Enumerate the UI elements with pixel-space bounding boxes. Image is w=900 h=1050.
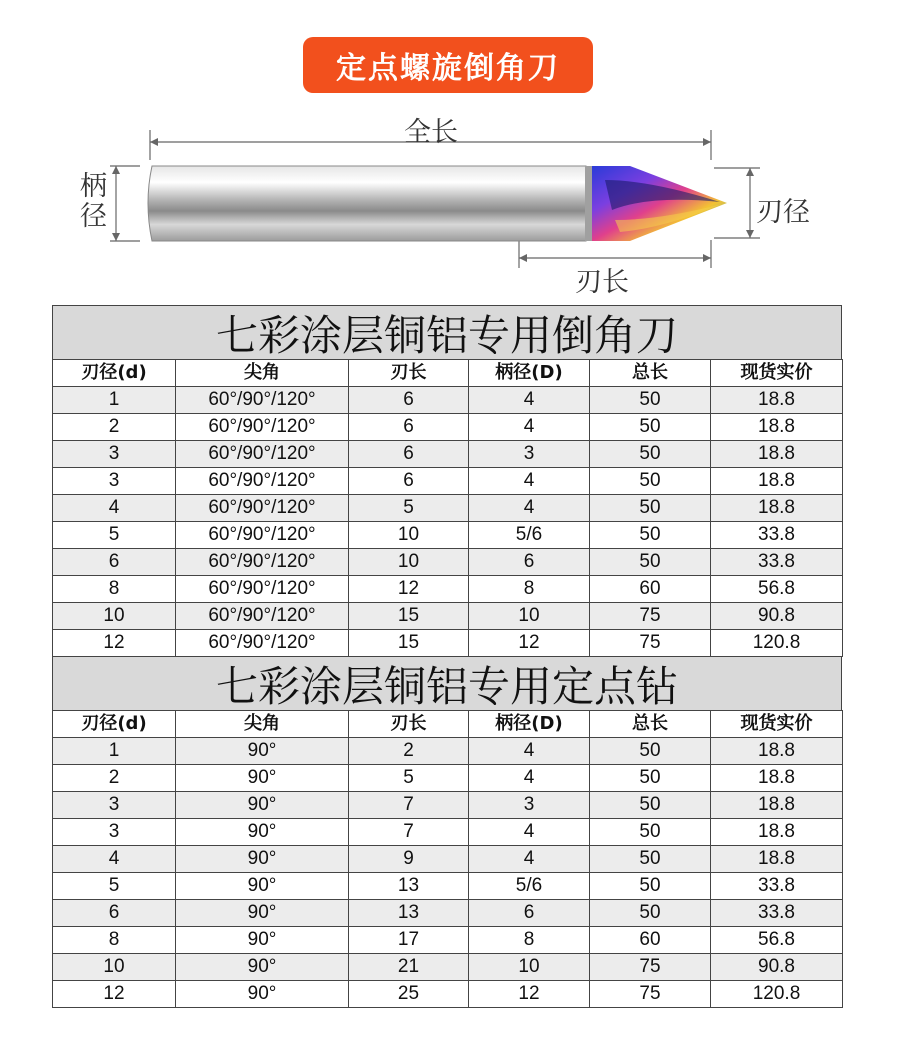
table-cell: 33.8: [711, 900, 843, 927]
table-cell: 9: [349, 846, 469, 873]
table-cell: 75: [590, 630, 711, 657]
table-cell: 12: [349, 576, 469, 603]
table-row: [53, 468, 843, 495]
table-cell: 15: [349, 603, 469, 630]
table-cell: 60°/90°/120°: [176, 468, 349, 495]
table-cell: 50: [590, 738, 711, 765]
table-cell: 3: [469, 441, 590, 468]
table-cell: 18.8: [711, 846, 843, 873]
table-row: [53, 954, 843, 981]
table-cell: 7: [349, 819, 469, 846]
page-title: 定点螺旋倒角刀: [303, 37, 593, 93]
table-cell: 5/6: [469, 522, 590, 549]
table-cell: 4: [53, 846, 176, 873]
table-cell: 12: [53, 630, 176, 657]
table-cell: 75: [590, 954, 711, 981]
column-header: 现货实价: [711, 360, 843, 387]
column-header: 尖角: [176, 360, 349, 387]
chamfer-cutter-table: [52, 305, 842, 657]
table-row: [53, 522, 843, 549]
table-row: [53, 549, 843, 576]
table-cell: 3: [469, 792, 590, 819]
table-cell: 4: [469, 414, 590, 441]
table-cell: 3: [53, 792, 176, 819]
table-cell: 2: [53, 765, 176, 792]
table-cell: 120.8: [711, 630, 843, 657]
table-cell: 18.8: [711, 738, 843, 765]
table-cell: 90°: [176, 765, 349, 792]
table-row: [53, 738, 843, 765]
table-cell: 60°/90°/120°: [176, 630, 349, 657]
table-row: [53, 792, 843, 819]
table-row: [53, 819, 843, 846]
column-header: 总长: [590, 360, 711, 387]
table-cell: 2: [53, 414, 176, 441]
table-cell: 50: [590, 387, 711, 414]
table-row: [53, 603, 843, 630]
table-cell: 90°: [176, 954, 349, 981]
table-cell: 90°: [176, 873, 349, 900]
table-cell: 13: [349, 873, 469, 900]
column-header: 刃长: [349, 711, 469, 738]
table-cell: 56.8: [711, 576, 843, 603]
table-cell: 60: [590, 927, 711, 954]
table-row: [53, 765, 843, 792]
table-cell: 8: [469, 927, 590, 954]
table-cell: 5: [349, 495, 469, 522]
table-header-row: [53, 360, 843, 387]
column-header: 总长: [590, 711, 711, 738]
table-cell: 18.8: [711, 819, 843, 846]
table-cell: 90°: [176, 819, 349, 846]
table-header-row: [53, 711, 843, 738]
table-cell: 75: [590, 981, 711, 1008]
table-cell: 10: [53, 954, 176, 981]
table-cell: 1: [53, 387, 176, 414]
table-cell: 12: [53, 981, 176, 1008]
table-cell: 4: [469, 846, 590, 873]
table-cell: 5: [53, 522, 176, 549]
table-cell: 75: [590, 603, 711, 630]
table-cell: 10: [469, 603, 590, 630]
table-cell: 90.8: [711, 603, 843, 630]
column-header: 现货实价: [711, 711, 843, 738]
table-cell: 90°: [176, 792, 349, 819]
table-cell: 15: [349, 630, 469, 657]
table-cell: 90°: [176, 846, 349, 873]
table-cell: 18.8: [711, 468, 843, 495]
table-cell: 90°: [176, 981, 349, 1008]
table-cell: 33.8: [711, 873, 843, 900]
total-length-label: 全长: [404, 117, 458, 148]
table-cell: 90°: [176, 927, 349, 954]
table-cell: 6: [349, 468, 469, 495]
table-cell: 90.8: [711, 954, 843, 981]
table-cell: 50: [590, 873, 711, 900]
table-cell: 50: [590, 468, 711, 495]
tool-diagram: [0, 100, 900, 300]
table-cell: 6: [349, 441, 469, 468]
table-cell: 60°/90°/120°: [176, 576, 349, 603]
table-cell: 50: [590, 441, 711, 468]
table-cell: 50: [590, 792, 711, 819]
table-cell: 50: [590, 765, 711, 792]
table-row: [53, 495, 843, 522]
spec-table: [52, 359, 843, 657]
table-cell: 4: [469, 495, 590, 522]
table-cell: 18.8: [711, 792, 843, 819]
column-header: 柄径(D): [469, 711, 590, 738]
table-cell: 50: [590, 819, 711, 846]
table-cell: 50: [590, 495, 711, 522]
table-cell: 50: [590, 522, 711, 549]
table-cell: 60°/90°/120°: [176, 414, 349, 441]
table-cell: 60°/90°/120°: [176, 522, 349, 549]
shank-diameter-label: 柄径: [80, 171, 107, 232]
table-cell: 50: [590, 846, 711, 873]
table-cell: 6: [469, 549, 590, 576]
table-cell: 17: [349, 927, 469, 954]
table-cell: 60: [590, 576, 711, 603]
table-row: [53, 981, 843, 1008]
table-cell: 6: [349, 414, 469, 441]
table-cell: 4: [469, 765, 590, 792]
table-cell: 60°/90°/120°: [176, 549, 349, 576]
spec-table: [52, 710, 843, 1008]
table-cell: 33.8: [711, 522, 843, 549]
table-cell: 60°/90°/120°: [176, 495, 349, 522]
spot-drill-table: [52, 656, 842, 1008]
table-cell: 90°: [176, 900, 349, 927]
table-cell: 33.8: [711, 549, 843, 576]
table-cell: 6: [53, 549, 176, 576]
table-cell: 13: [349, 900, 469, 927]
column-header: 柄径(D): [469, 360, 590, 387]
blade-length-label: 刃长: [575, 267, 629, 298]
column-header: 刃长: [349, 360, 469, 387]
table-cell: 25: [349, 981, 469, 1008]
table-cell: 60°/90°/120°: [176, 603, 349, 630]
section-heading: 七彩涂层铜铝专用倒角刀: [52, 305, 842, 359]
column-header: 刃径(d): [53, 711, 176, 738]
table-cell: 18.8: [711, 441, 843, 468]
table-cell: 8: [469, 576, 590, 603]
table-cell: 4: [469, 387, 590, 414]
column-header: 刃径(d): [53, 360, 176, 387]
table-cell: 120.8: [711, 981, 843, 1008]
table-cell: 7: [349, 792, 469, 819]
table-cell: 18.8: [711, 495, 843, 522]
table-cell: 5: [349, 765, 469, 792]
table-cell: 2: [349, 738, 469, 765]
table-cell: 1: [53, 738, 176, 765]
table-cell: 50: [590, 900, 711, 927]
table-cell: 6: [349, 387, 469, 414]
table-cell: 12: [469, 630, 590, 657]
blade-diameter-label: 刃径: [756, 197, 810, 228]
table-row: [53, 576, 843, 603]
table-cell: 8: [53, 576, 176, 603]
table-cell: 10: [469, 954, 590, 981]
table-cell: 5: [53, 873, 176, 900]
table-row: [53, 927, 843, 954]
table-cell: 18.8: [711, 414, 843, 441]
table-cell: 21: [349, 954, 469, 981]
table-cell: 12: [469, 981, 590, 1008]
table-cell: 18.8: [711, 765, 843, 792]
table-cell: 10: [349, 549, 469, 576]
table-cell: 60°/90°/120°: [176, 387, 349, 414]
table-cell: 5/6: [469, 873, 590, 900]
table-row: [53, 630, 843, 657]
table-row: [53, 873, 843, 900]
table-cell: 6: [469, 900, 590, 927]
table-cell: 18.8: [711, 387, 843, 414]
table-cell: 3: [53, 819, 176, 846]
column-header: 尖角: [176, 711, 349, 738]
table-cell: 50: [590, 414, 711, 441]
table-row: [53, 846, 843, 873]
table-row: [53, 414, 843, 441]
table-row: [53, 387, 843, 414]
table-row: [53, 441, 843, 468]
table-cell: 4: [469, 468, 590, 495]
table-cell: 50: [590, 549, 711, 576]
table-cell: 4: [469, 738, 590, 765]
table-cell: 4: [469, 819, 590, 846]
table-cell: 10: [349, 522, 469, 549]
table-cell: 90°: [176, 738, 349, 765]
table-cell: 8: [53, 927, 176, 954]
table-cell: 6: [53, 900, 176, 927]
table-row: [53, 900, 843, 927]
table-cell: 3: [53, 441, 176, 468]
table-cell: 60°/90°/120°: [176, 441, 349, 468]
section-heading: 七彩涂层铜铝专用定点钻: [52, 656, 842, 710]
table-cell: 3: [53, 468, 176, 495]
table-cell: 56.8: [711, 927, 843, 954]
table-cell: 4: [53, 495, 176, 522]
table-cell: 10: [53, 603, 176, 630]
